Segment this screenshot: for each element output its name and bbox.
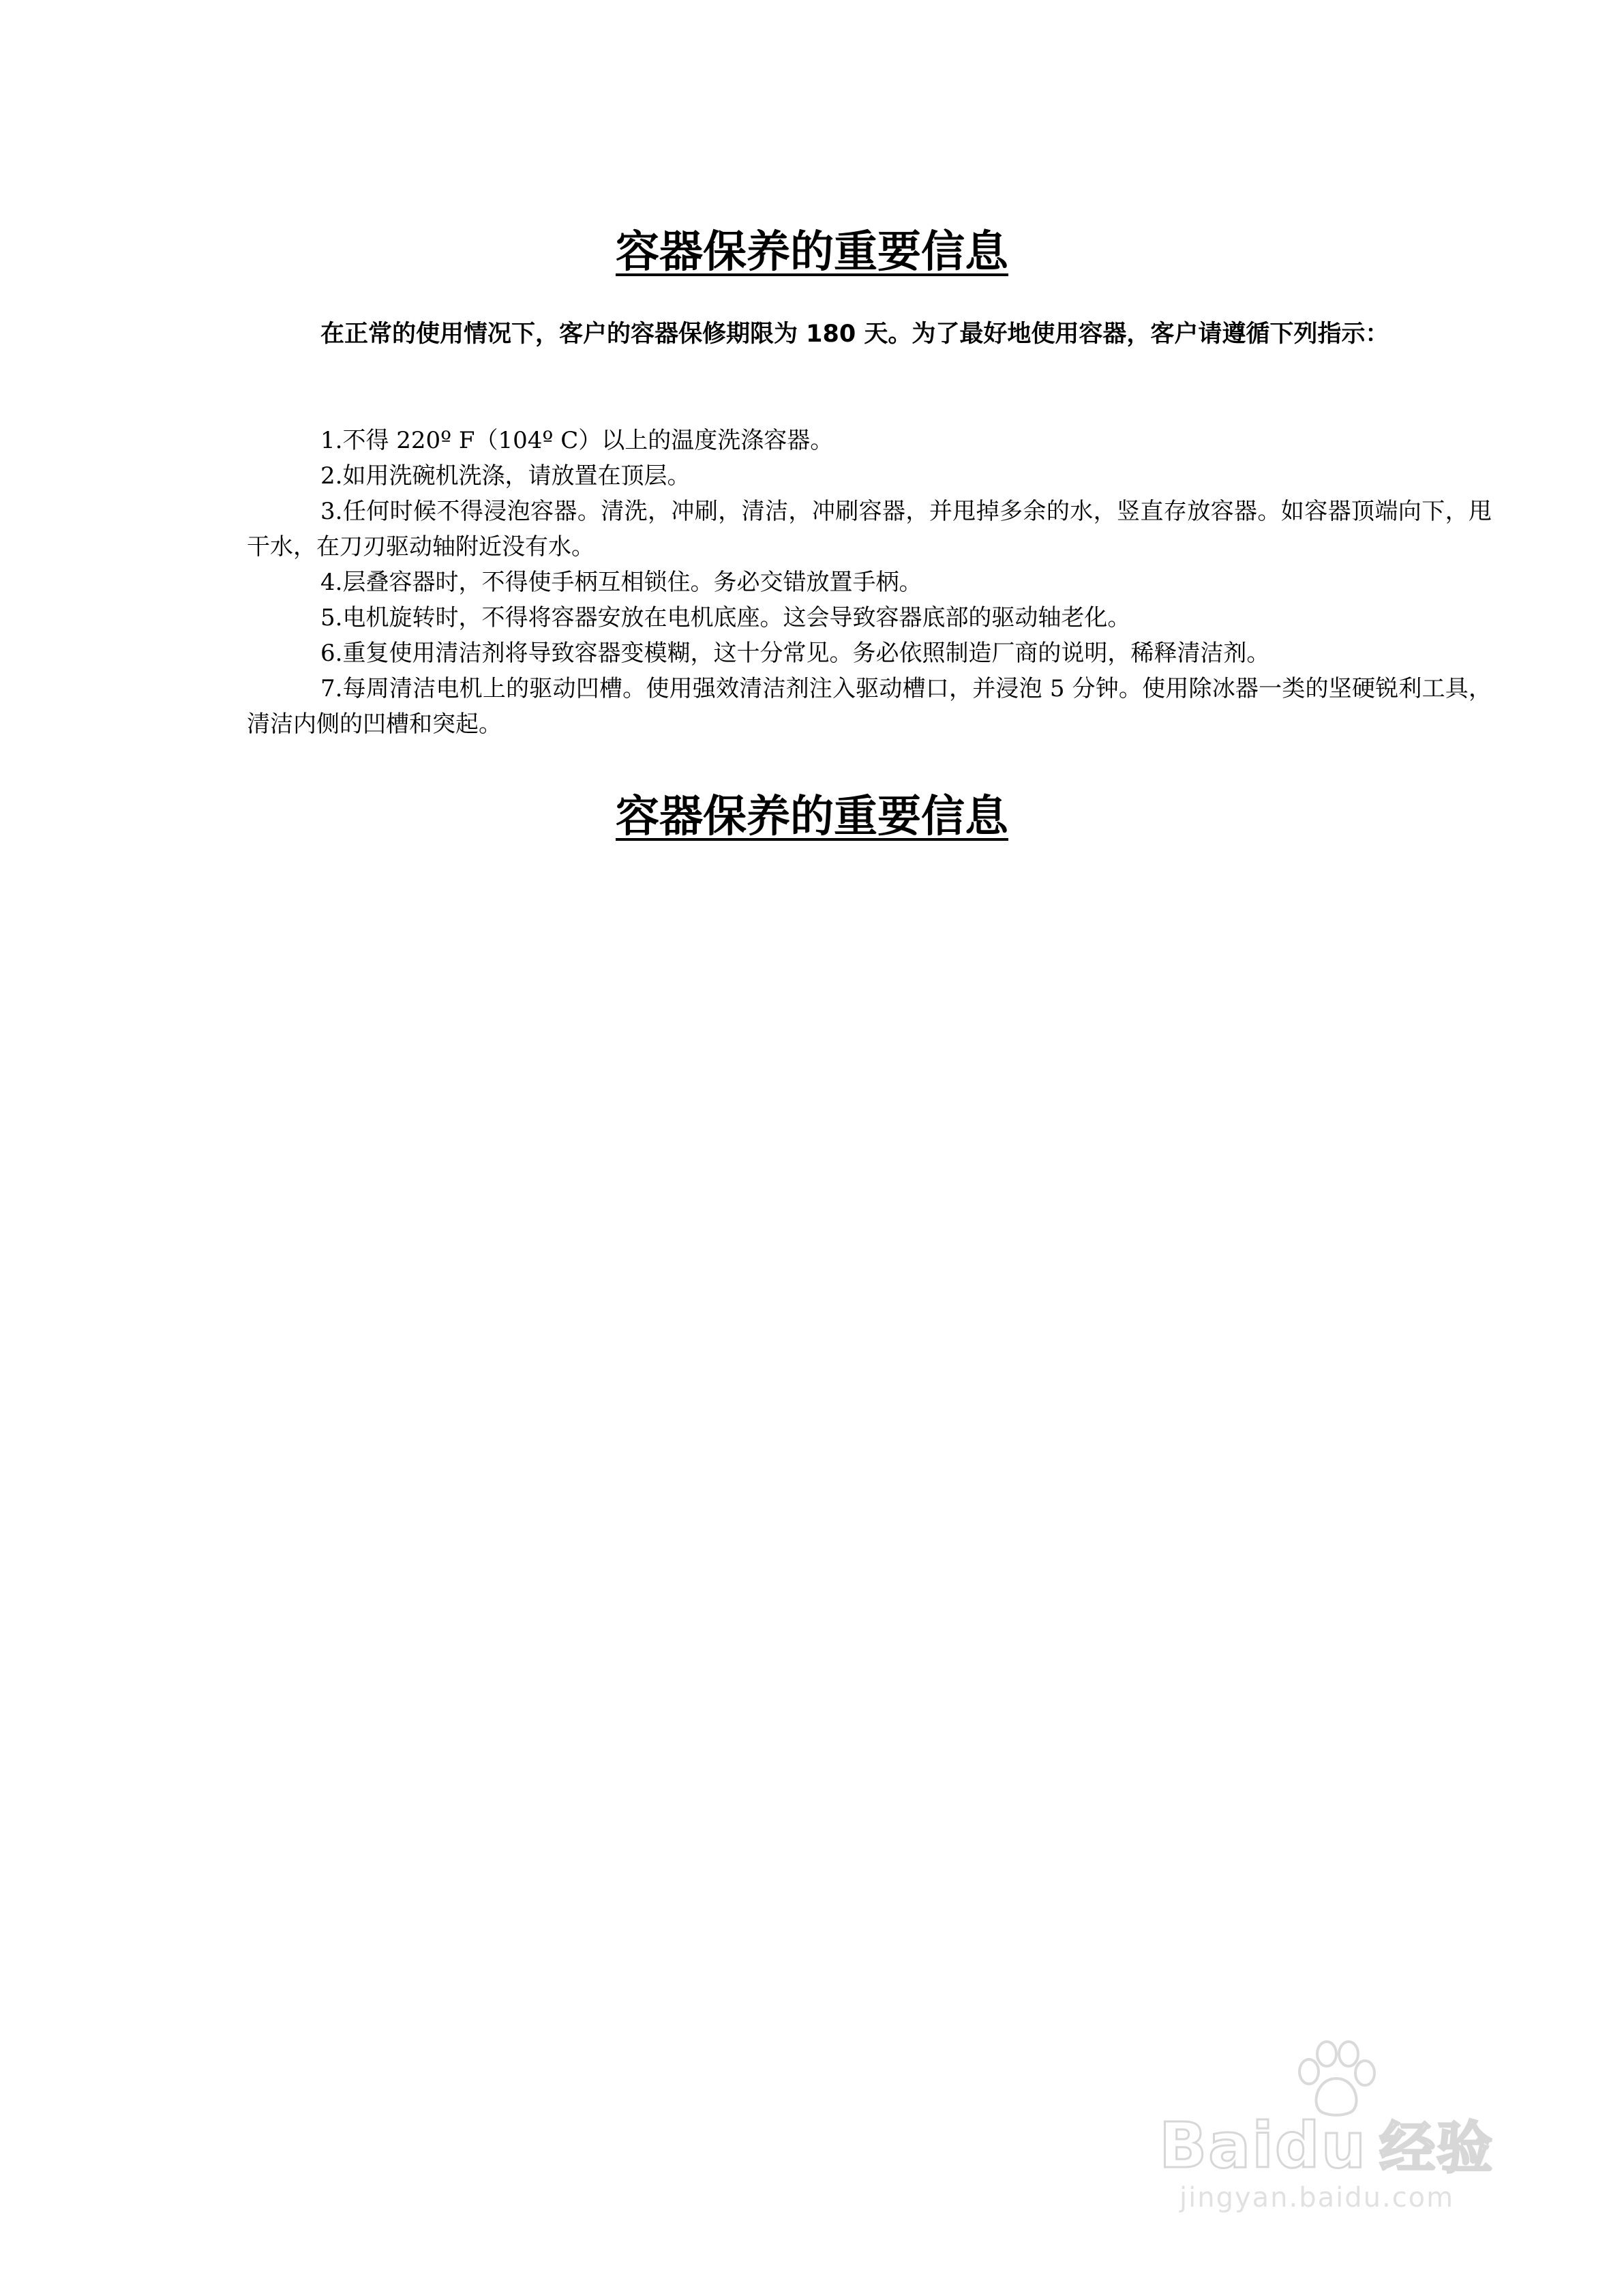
- document-title-text: 容器保养的重要信息: [616, 227, 1008, 278]
- instruction-item-6: 6.重复使用清洁剂将导致容器变模糊，这十分常见。务必依照制造厂商的说明，稀释清洁剂。: [320, 640, 1270, 667]
- baidu-logo-suffix: 经验: [1379, 2116, 1494, 2181]
- instruction-item-4: 4.层叠容器时，不得使手柄互相锁住。务必交错放置手柄。: [320, 569, 922, 596]
- baidu-watermark: [1132, 2039, 1582, 2216]
- intro-paragraph: 在正常的使用情况下，客户的容器保修期限为 180 天。为了最好地使用容器，客户请遵循下列指示：: [320, 320, 1389, 348]
- repeated-document-title: [0, 790, 1624, 844]
- baidu-logo: [1159, 2104, 1494, 2183]
- instruction-item-5: 5.电机旋转时，不得将容器安放在电机底座。这会导致容器底部的驱动轴老化。: [320, 604, 1131, 631]
- instruction-item-2: 2.如用洗碗机洗涤，请放置在顶层。: [320, 462, 691, 490]
- instruction-item-7: 7.每周清洁电机上的驱动凹槽。使用强效清洁剂注入驱动槽口，并浸泡 5 分钟。使用除冰器一类的坚硬锐利工具，清洁内侧的凹槽和突起。: [247, 675, 1492, 738]
- instruction-item-1: 1.不得 220º F（104º C）以上的温度洗涤容器。: [320, 427, 834, 454]
- watermark-url: jingyan.baidu.com: [1179, 2182, 1455, 2213]
- baidu-logo-text: Baidu: [1159, 2109, 1368, 2182]
- document-title: [0, 225, 1624, 280]
- instruction-list: [247, 423, 1492, 742]
- instruction-item-3: 3.任何时候不得浸泡容器。清洗，冲刷，清洁，冲刷容器，并甩掉多余的水，竖直存放容器。如容器顶端向下，甩干水，在刀刃驱动轴附近没有水。: [247, 498, 1492, 561]
- repeated-document-title-text: 容器保养的重要信息: [616, 792, 1008, 842]
